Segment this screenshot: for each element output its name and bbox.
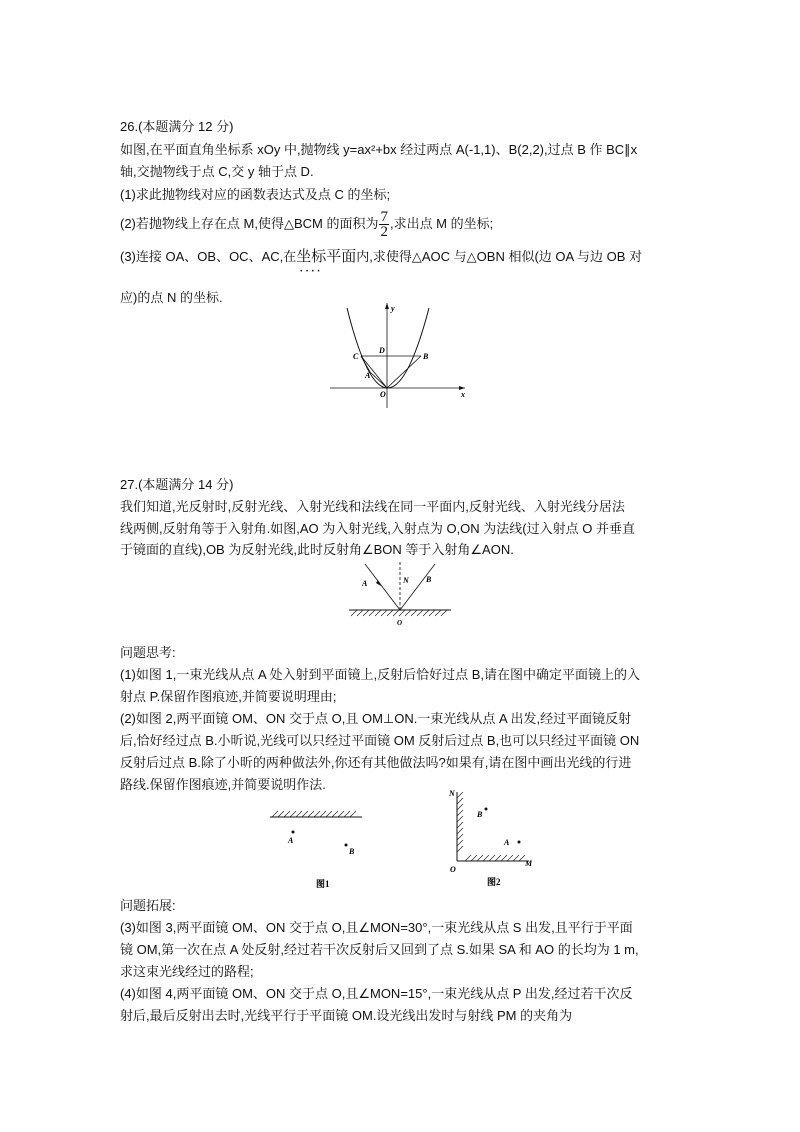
fig2-label-B: B bbox=[477, 810, 483, 819]
label-C: C bbox=[353, 352, 359, 361]
q27-part2-line3: 反射后过点 B.除了小昕的两种做法外,你还有其他做法吗?如果有,请在图中画出光线的行进 bbox=[120, 755, 632, 770]
q26-part1: (1)求此抛物线对应的函数表达式及点 C 的坐标; bbox=[120, 187, 391, 202]
fig2-label-A: A bbox=[504, 838, 510, 847]
q27-part1-line1: (1)如图 1,一束光线从点 A 处入射到平面镜上,反射后恰好过点 B,请在图中确定平面镜上的入 bbox=[120, 667, 641, 682]
q26-part3-a: (3)连接 OA、OB、OC、AC,在 bbox=[120, 249, 297, 264]
reflect-label-B: B bbox=[426, 575, 432, 584]
fig1-label-B: B bbox=[349, 847, 355, 856]
q27-intro-line3: 于镜面的直线),OB 为反射光线,此时反射角∠BON 等于入射角∠AON. bbox=[120, 542, 514, 557]
fig1-caption: 图1 bbox=[316, 879, 330, 889]
axis-label-x: x bbox=[461, 390, 465, 399]
label-A: A bbox=[365, 371, 371, 380]
q27-title: 27.(本题满分 14 分) bbox=[120, 477, 234, 492]
q26-part3-cont: 应)的点 N 的坐标. bbox=[120, 290, 223, 305]
q27-part4-line2: 射后,最后反射出去时,光线平行于平面镜 OM.设光线出发时与射线 PM 的夹角为 bbox=[120, 1008, 573, 1023]
q27-intro-line1: 我们知道,光反射时,反射光线、入射光线和法线在同一平面内,反射光线、入射光线分居法 bbox=[120, 499, 625, 514]
label-O: O bbox=[380, 390, 386, 399]
axis-label-y: y bbox=[391, 304, 395, 313]
fig2-label-N: N bbox=[449, 789, 455, 798]
fraction-numerator: 7 bbox=[380, 209, 388, 225]
q26-text-line2: 轴,交抛物线于点 C,交 y 轴于点 D. bbox=[120, 164, 314, 179]
label-B: B bbox=[423, 352, 429, 361]
q27-part2-line4: 路线.保留作图痕迹,并简要说明作法. bbox=[120, 777, 326, 792]
q27-part1-line2: 射点 P.保留作图痕迹,并简要说明理由; bbox=[120, 689, 337, 704]
q27-part3-line2: 镜 OM,第一次在点 A 处反射,经过若干次反射后又回到了点 S.如果 SA 和 AO 的长均为 1 m, bbox=[120, 942, 639, 957]
reflect-label-A: A bbox=[362, 579, 368, 588]
fig2-label-O: O bbox=[450, 865, 456, 874]
q26-title: 26.(本题满分 12 分) bbox=[120, 119, 234, 134]
ext-title: 问题拓展: bbox=[120, 898, 176, 913]
reflection-figure bbox=[345, 558, 455, 628]
fig2-caption: 图2 bbox=[487, 877, 501, 887]
q26-part3-b: 内,求使得△AOC 与△OBN 相似(边 OA 与边 OB 对 bbox=[356, 249, 643, 264]
q27-part2-line1: (2)如图 2,两平面镜 OM、ON 交于点 O,且 OM⊥ON.一束光线从点 A 出发,经过平面镜反射 bbox=[120, 711, 632, 726]
figure-1 bbox=[268, 805, 368, 890]
parabola-figure bbox=[325, 300, 475, 410]
q26-part2-a: (2)若抛物线上存在点 M,使得△BCM 的面积为 bbox=[120, 215, 379, 231]
fig2-label-M: M bbox=[525, 859, 533, 868]
q26-text-line1: 如图,在平面直角坐标系 xOy 中,抛物线 y=ax²+bx 经过两点 A(-1,1)、B(2,2),过点 B 作 BC∥x bbox=[120, 142, 638, 157]
q27-part3-line1: (3)如图 3,两平面镜 OM、ON 交于点 O,且∠MON=30°,一束光线从点 S 出发,且平行于平面 bbox=[120, 920, 633, 935]
emphasized-term: 坐标平面 • • • • bbox=[296, 248, 356, 266]
think-title: 问题思考: bbox=[120, 645, 176, 660]
q27-part3-line3: 求这束光线经过的路程; bbox=[120, 964, 254, 979]
q27-intro-line2: 线两侧,反射角等于入射角.如图,AO 为入射光线,入射点为 O,ON 为法线(过入射点 O 并垂直 bbox=[120, 521, 635, 536]
q26-part2 bbox=[120, 210, 685, 239]
fraction-denominator: 2 bbox=[380, 224, 388, 240]
figure-2 bbox=[443, 788, 543, 888]
q26-part3 bbox=[120, 248, 685, 266]
q27-part2-line2: 后,恰好经过点 B.小昕说,光线可以只经过平面镜 OM 反射后过点 B,也可以只经过平面镜 ON bbox=[120, 733, 640, 748]
fig1-label-A: A bbox=[288, 836, 294, 845]
q26-part2-b: ,求出点 M 的坐标; bbox=[389, 215, 494, 231]
fraction-seven-halves bbox=[379, 210, 389, 239]
label-D: D bbox=[379, 346, 385, 355]
reflect-label-N: N bbox=[403, 576, 409, 585]
q27-part4-line1: (4)如图 4,两平面镜 OM、ON 交于点 O,且∠MON=15°,一束光线从点 P 出发,经过若干次反 bbox=[120, 986, 633, 1001]
reflect-label-O: O bbox=[397, 619, 403, 627]
